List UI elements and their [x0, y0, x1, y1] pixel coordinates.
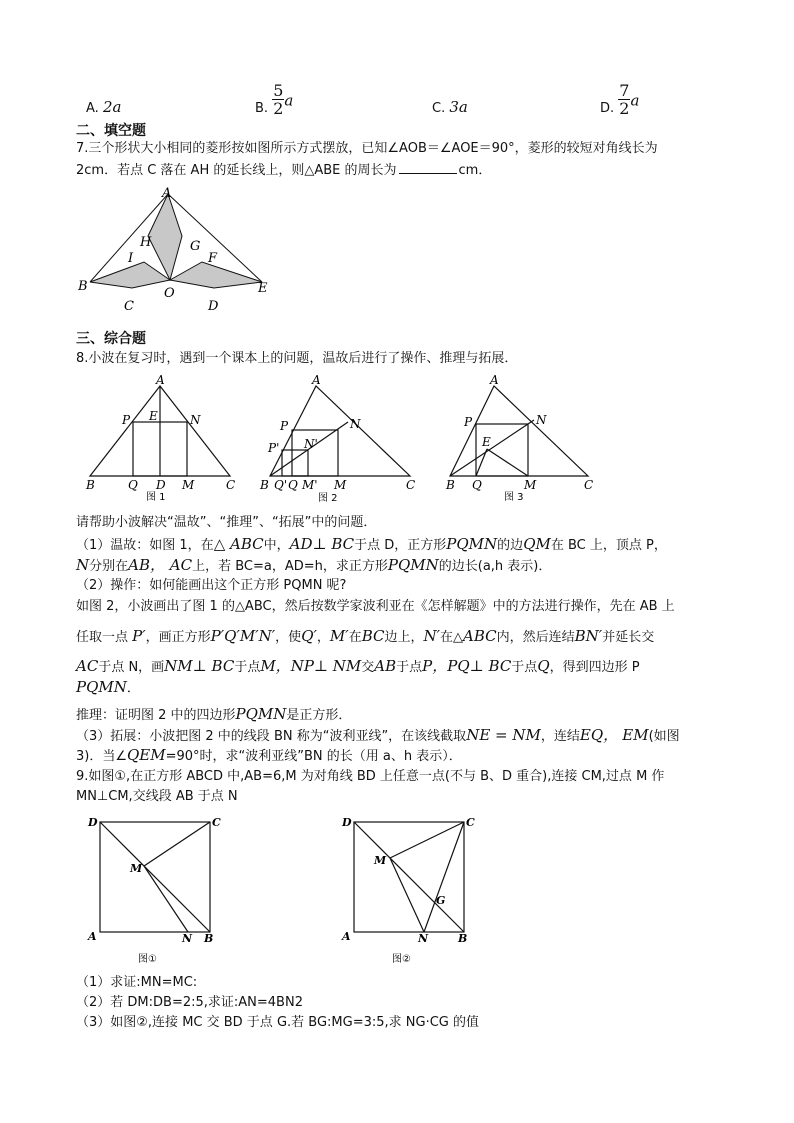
q8-p3-m-ne: NE = NM — [466, 726, 541, 744]
q8-figure-1 — [80, 372, 240, 502]
q8-reasoning — [76, 705, 351, 725]
q8-p3-m-qem: QEM — [127, 746, 166, 764]
fig1-label-c: C — [226, 478, 236, 492]
q8-p1-math-qm: QM — [523, 535, 551, 553]
q8-p2-m-ab: AB — [374, 657, 397, 675]
q8-p2-m-3e: M， — [260, 657, 291, 675]
q8-p2-m-bn: BN′ — [574, 627, 603, 645]
q8-p2-t-3n: ，得到四边形 P — [549, 660, 640, 675]
option-b-denominator: 2 — [273, 99, 284, 118]
q8-p1-text-o: 的边长(a,h 表示)． — [438, 559, 552, 574]
q8-p2-t-q: 并延长交 — [602, 630, 655, 645]
q8-p1-math-ab-ac: AB， AC — [128, 556, 193, 574]
fig2-label-q-prime: Q' — [274, 478, 288, 492]
q8-p2-t-k: 边上， — [384, 630, 424, 645]
q7-rhombus-figure — [70, 184, 280, 324]
q8-part-2-line-1: 如图 2，小波画出了图 1 的△ABC，然后按数学家波利亚在《怎样解题》中的方法进行操作，先在 AB 上 — [76, 599, 675, 614]
fig3-label-c: C — [584, 478, 594, 492]
fig2-label-m-prime: M' — [302, 478, 318, 492]
section-2-title: 二、填空题 — [76, 123, 146, 139]
option-c-value: 3a — [449, 98, 468, 116]
option-d-numerator: 7 — [619, 81, 630, 100]
q8-p1-math-pqmn: PQMN — [446, 535, 498, 553]
q8-part-3-line-1 — [76, 726, 680, 746]
q7-label-b: B — [78, 279, 88, 294]
q8-p2-m-abc: ABC — [463, 627, 497, 645]
q9f2-label-d: D — [342, 816, 352, 829]
q9f2-label-n: N — [418, 932, 429, 945]
q8-ask: 请帮助小波解决“温故”、“推理”、“拓展”中的问题． — [76, 515, 377, 530]
q8-part-1-line-1 — [76, 535, 667, 555]
q8-p2-m-q2: Q — [537, 657, 550, 675]
q9f2-caption: 图② — [392, 954, 411, 965]
q9f1-segment-mc — [144, 822, 210, 866]
fig1-label-a: A — [156, 373, 165, 387]
q9f1-label-d: D — [88, 816, 98, 829]
q9f1-label-m: M — [130, 862, 143, 875]
q9f1-diagonal-bd — [100, 822, 210, 932]
q8-p2-t-g: ， — [316, 630, 330, 645]
option-a — [86, 98, 121, 118]
fig3-segment-eq — [476, 449, 487, 476]
q7-answer-blank — [399, 161, 457, 174]
q8-p2-m-np: NP⊥ NM — [290, 657, 362, 675]
q8-p3-t-f: (如图 — [648, 729, 680, 744]
q8-p1-text-g: 的边 — [497, 538, 524, 553]
q7-label-f: F — [208, 251, 218, 266]
option-c — [432, 98, 468, 118]
q8-part-3-line-2 — [76, 746, 462, 766]
q8-reason-a: 推理：证明图 2 中的四边形 — [76, 708, 236, 723]
q8-reason-pqmn: PQMN — [235, 705, 287, 723]
q8-p2-m-bc: BC — [361, 627, 385, 645]
q9-sub-1: （1）求证:MN=MC: — [76, 975, 198, 990]
fig1-label-b: B — [86, 478, 95, 492]
q8-p2-m-nm: NM⊥ BC — [164, 657, 235, 675]
q8-p3-t-c: ，连结 — [540, 729, 580, 744]
q8-reason-c: 是正方形． — [286, 708, 352, 723]
q8-p2-t-4b: ． — [126, 681, 140, 696]
q9-figure-1 — [86, 812, 226, 970]
option-d-variable: a — [630, 91, 640, 110]
fig2-caption: 图 2 — [318, 493, 338, 504]
q9-line-2: MN⊥CM,交线段 AB 于点 N — [76, 789, 238, 804]
q9f2-label-m: M — [374, 854, 387, 867]
q8-p2-t-3g: 交 — [361, 660, 375, 675]
q9-sub-3: （3）如图②,连接 MC 交 BD 于点 G.若 BG:MG=3:5,求 NG·CG 的值 — [76, 1015, 480, 1030]
q9f2-segment-mn — [390, 858, 424, 932]
option-b — [255, 76, 293, 118]
q7-label-h: H — [140, 235, 152, 250]
q8-p1-text-i: 在 BC 上，顶点 P， — [550, 538, 667, 553]
fig3-square-pqmn — [476, 424, 528, 476]
q8-figure-2 — [256, 372, 426, 504]
fig3-label-p: P — [464, 415, 473, 429]
fig2-label-q: Q — [288, 478, 298, 492]
q9f1-caption: 图① — [138, 954, 157, 965]
fig1-caption: 图 1 — [146, 492, 166, 502]
q8-part-2-line-3 — [76, 657, 640, 677]
q8-p2-m-square: P′Q′M′N′ — [210, 627, 276, 645]
fig3-label-e: E — [482, 435, 491, 449]
fig2-label-b: B — [260, 478, 269, 492]
q8-p1-text-a: （1）温故：如图 1，在 — [76, 538, 214, 553]
q8-part-1-line-2 — [76, 556, 551, 576]
q8-p2-t-3l: 于点 — [511, 660, 538, 675]
q8-figure-3 — [440, 372, 600, 502]
fig3-label-b: B — [446, 478, 455, 492]
q7-line-2-text: 2cm．若点 C 落在 AH 的延长线上，则△ABE 的周长为 — [76, 163, 397, 178]
option-d-fraction — [618, 83, 630, 118]
fig2-label-a: A — [312, 373, 321, 387]
fig3-caption: 图 3 — [504, 492, 524, 502]
q7-label-o: O — [164, 286, 175, 301]
fig2-label-p-prime: P' — [268, 441, 280, 455]
option-c-letter: C. — [432, 101, 446, 116]
q8-p1-math-abc: △ ABC — [213, 535, 264, 553]
q9f2-label-a: A — [342, 930, 351, 943]
q8-p1-text-m: 上，若 BC=a，AD=h，求正方形 — [192, 559, 388, 574]
q9f1-label-b: B — [204, 932, 214, 945]
fig2-square-p-prime — [282, 450, 308, 476]
q8-p2-t-3b: 于点 N，画 — [98, 660, 165, 675]
fig3-segment-em — [487, 449, 528, 476]
q7-label-i: I — [128, 251, 134, 266]
option-d-denominator: 2 — [619, 99, 630, 118]
q8-p2-m-ac: AC — [76, 657, 99, 675]
q9f2-label-g: G — [436, 894, 446, 907]
section-3-title: 三、综合题 — [76, 331, 146, 347]
q9f1-label-n: N — [182, 932, 193, 945]
option-d — [600, 76, 639, 118]
fig1-label-p: P — [122, 413, 131, 427]
fig3-label-n: N — [536, 413, 547, 427]
option-d-letter: D. — [600, 101, 615, 116]
option-b-letter: B. — [255, 101, 269, 116]
q8-p2-t-m: 在△ — [440, 630, 464, 645]
q8-part-2-line-2 — [76, 627, 654, 647]
q8-p2-m-n: N′ — [423, 627, 441, 645]
q8-p2-m-m: M′ — [329, 627, 349, 645]
q8-p3-t-a: （3）拓展：小波把图 2 中的线段 BN 称为“波利亚线”，在该线截取 — [76, 729, 467, 744]
option-a-value: 2a — [102, 98, 122, 116]
q7-label-a: A — [162, 186, 172, 201]
q9-sub-2: （2）若 DM:DB=2:5,求证:AN=4BN2 — [76, 995, 303, 1010]
q7-label-d: D — [208, 299, 219, 314]
q8-p2-t-c: ，画正方形 — [145, 630, 211, 645]
q8-p2-m-pqmn: PQMN — [76, 678, 127, 696]
q9-figure-2 — [340, 812, 480, 970]
rhombus-oahg — [148, 194, 182, 280]
fig2-label-n: N — [350, 417, 361, 431]
fig3-label-a: A — [490, 373, 499, 387]
q9f2-label-c: C — [466, 816, 475, 829]
fig1-label-q: Q — [128, 478, 138, 492]
q8-p1-math-n: N — [76, 556, 90, 574]
q8-p2-t-3d: 于点 — [234, 660, 261, 675]
q8-p2-t-3i: 于点 — [396, 660, 423, 675]
q8-p1-text-k: 分别在 — [89, 559, 129, 574]
q8-intro: 8.小波在复习时，遇到一个课本上的问题，温故后进行了操作、推理与拓展． — [76, 351, 518, 366]
q9f1-segment-mn — [144, 866, 188, 932]
q8-part-2-line-4 — [76, 678, 140, 698]
q8-p2-m-q: Q′ — [301, 627, 317, 645]
q7-line-1: 7.三个形状大小相同的菱形按如图所示方式摆放，已知∠AOB＝∠AOE＝90°，菱形的较短对角线长为 — [76, 141, 658, 156]
option-b-fraction — [272, 83, 284, 118]
q8-p1-text-e: 于点 D，正方形 — [354, 538, 447, 553]
q9f2-diagonal-bd — [354, 822, 464, 932]
option-b-numerator: 5 — [273, 81, 284, 100]
q7-line-2 — [76, 161, 491, 180]
q8-p2-t-a: 任取一点 — [76, 630, 129, 645]
q9f1-label-a: A — [88, 930, 97, 943]
q8-p2-m-pq: PQ⊥ BC — [447, 657, 512, 675]
q8-p1-math-ad: AD⊥ BC — [289, 535, 355, 553]
q7-label-c: C — [124, 299, 134, 314]
q9-line-1: 9.如图①,在正方形 ABCD 中,AB=6,M 为对角线 BD 上任意一点(不与 B、D 重合),连接 CM,过点 M 作 — [76, 769, 665, 784]
q9f1-label-c: C — [212, 816, 221, 829]
q8-p2-m-p: P′ — [132, 627, 146, 645]
q8-p3-t-2c: =90°时，求“波利亚线”BN 的长（用 a、h 表示）． — [165, 749, 462, 764]
q8-p2-m-3j: P， — [422, 657, 448, 675]
q8-p3-m-eq: EQ， — [579, 726, 619, 744]
fig2-label-c: C — [406, 478, 416, 492]
q8-p2-t-e: ，使 — [275, 630, 302, 645]
q8-p2-t-i: 在 — [348, 630, 362, 645]
fig1-label-n: N — [190, 413, 201, 427]
q7-label-g: G — [190, 239, 201, 254]
fig1-label-d: D — [156, 478, 166, 492]
fig1-label-e: E — [149, 409, 158, 423]
q9f2-label-b: B — [458, 932, 468, 945]
q8-p3-t-2a: 3)．当∠ — [76, 749, 127, 764]
q7-line-2-unit: cm． — [458, 163, 492, 178]
fig2-label-m: M — [334, 478, 347, 492]
option-b-variable: a — [284, 91, 294, 110]
fig2-label-p: P — [280, 419, 289, 433]
q7-label-e: E — [258, 281, 268, 296]
fig3-label-q: Q — [472, 478, 482, 492]
fig2-triangle-abc — [270, 386, 410, 476]
option-a-letter: A. — [86, 101, 99, 116]
fig3-polya-line-bn — [450, 420, 534, 476]
fig2-label-n-prime: N' — [304, 437, 318, 451]
q8-p1-math-pqmn-2: PQMN — [387, 556, 439, 574]
q8-p2-t-o: 内，然后连结 — [496, 630, 575, 645]
fig3-label-m: M — [524, 478, 537, 492]
q8-p3-m-em: EM — [622, 726, 649, 744]
fig1-label-m: M — [182, 478, 195, 492]
q8-part-2: （2）操作：如何能画出这个正方形 PQMN 呢? — [76, 578, 347, 593]
q8-p1-text-c: 中， — [263, 538, 290, 553]
